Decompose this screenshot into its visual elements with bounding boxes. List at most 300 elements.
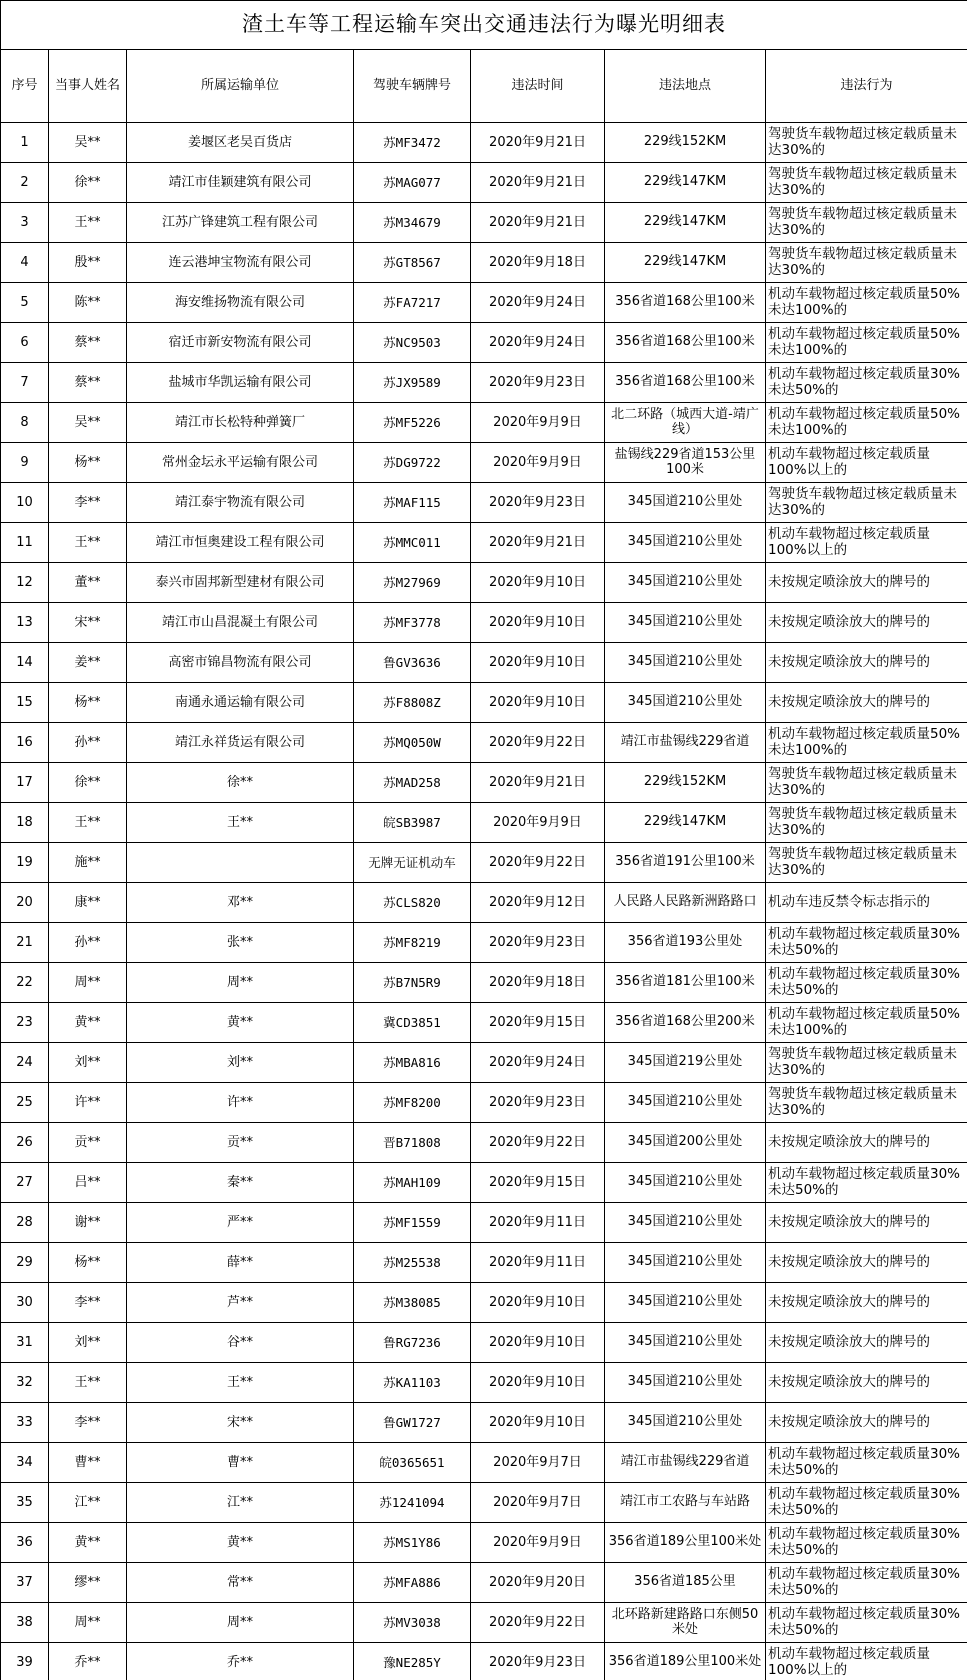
col-party-name-header: 当事人姓名: [49, 50, 127, 123]
col-party-name-cell[interactable]: 吴**: [49, 403, 127, 443]
table-row: [1, 763, 967, 803]
col-index-cell[interactable]: 28: [1, 1203, 49, 1243]
col-plate-cell[interactable]: 苏MAG077: [354, 163, 471, 203]
col-violation-cell[interactable]: 未按规定喷涂放大的牌号的: [766, 1403, 967, 1443]
col-time-cell[interactable]: 2020年9月10日: [471, 603, 605, 643]
col-time-cell[interactable]: 2020年9月9日: [471, 403, 605, 443]
col-company-cell[interactable]: 徐**: [127, 763, 354, 803]
col-violation-cell[interactable]: 驾驶货车载物超过核定载质量未达30%的: [766, 243, 967, 283]
col-plate-cell[interactable]: 苏JX9589: [354, 363, 471, 403]
col-location-cell[interactable]: 盐锡线229省道153公里100米: [605, 443, 766, 483]
col-index-cell[interactable]: 12: [1, 563, 49, 603]
col-plate-cell[interactable]: 苏KA1103: [354, 1363, 471, 1403]
col-location-cell[interactable]: 345国道210公里处: [605, 1403, 766, 1443]
col-location-cell[interactable]: 356省道181公里100米: [605, 963, 766, 1003]
col-company-cell[interactable]: 秦**: [127, 1163, 354, 1203]
table-row: [1, 923, 967, 963]
col-location-cell[interactable]: 356省道189公里100米处: [605, 1523, 766, 1563]
col-time-cell[interactable]: 2020年9月21日: [471, 123, 605, 163]
col-company-cell[interactable]: 靖江泰宇物流有限公司: [127, 483, 354, 523]
col-time-cell[interactable]: 2020年9月23日: [471, 483, 605, 523]
col-plate-cell[interactable]: 苏MF3778: [354, 603, 471, 643]
col-company-cell[interactable]: 泰兴市固邦新型建材有限公司: [127, 563, 354, 603]
col-company-cell[interactable]: 姜堰区老吴百货店: [127, 123, 354, 163]
col-index-cell[interactable]: 29: [1, 1243, 49, 1283]
col-violation-cell[interactable]: 未按规定喷涂放大的牌号的: [766, 1203, 967, 1243]
col-index-cell[interactable]: 20: [1, 883, 49, 923]
col-location-cell[interactable]: 356省道193公里处: [605, 923, 766, 963]
col-company-cell[interactable]: 江**: [127, 1483, 354, 1523]
col-plate-cell[interactable]: 苏CLS820: [354, 883, 471, 923]
col-time-cell[interactable]: 2020年9月9日: [471, 443, 605, 483]
col-time-cell[interactable]: 2020年9月21日: [471, 163, 605, 203]
col-company-cell[interactable]: 高密市锦昌物流有限公司: [127, 643, 354, 683]
col-company-cell[interactable]: 靖江永祥货运有限公司: [127, 723, 354, 763]
col-violation-cell[interactable]: 未按规定喷涂放大的牌号的: [766, 1363, 967, 1403]
col-location-cell[interactable]: 229线147KM: [605, 243, 766, 283]
col-company-cell[interactable]: 连云港坤宝物流有限公司: [127, 243, 354, 283]
col-location-cell[interactable]: 靖江市盐锡线229省道: [605, 1443, 766, 1483]
col-party-name-cell[interactable]: 黄**: [49, 1003, 127, 1043]
col-index-cell[interactable]: 33: [1, 1403, 49, 1443]
col-time-cell[interactable]: 2020年9月9日: [471, 1523, 605, 1563]
col-company-cell[interactable]: 黄**: [127, 1003, 354, 1043]
col-index-cell[interactable]: 6: [1, 323, 49, 363]
col-time-cell[interactable]: 2020年9月24日: [471, 1043, 605, 1083]
col-index-cell[interactable]: 14: [1, 643, 49, 683]
col-time-cell[interactable]: 2020年9月10日: [471, 683, 605, 723]
col-location-cell[interactable]: 345国道210公里处: [605, 1363, 766, 1403]
table-row: [1, 443, 967, 483]
col-plate-cell[interactable]: 苏MFA886: [354, 1563, 471, 1603]
col-company-cell[interactable]: 刘**: [127, 1043, 354, 1083]
col-company-cell[interactable]: 江苏广锋建筑工程有限公司: [127, 203, 354, 243]
col-plate-cell[interactable]: 苏B7N5R9: [354, 963, 471, 1003]
col-party-name-cell[interactable]: 吴**: [49, 123, 127, 163]
col-location-cell[interactable]: 北二环路（城西大道-靖广线）: [605, 403, 766, 443]
col-party-name-cell[interactable]: 孙**: [49, 923, 127, 963]
col-company-cell[interactable]: 王**: [127, 803, 354, 843]
col-index-cell[interactable]: 36: [1, 1523, 49, 1563]
col-plate-cell[interactable]: 皖0365651: [354, 1443, 471, 1483]
col-time-header: 违法时间: [471, 50, 605, 123]
col-company-cell[interactable]: 乔**: [127, 1643, 354, 1680]
col-plate-cell[interactable]: 苏MAF115: [354, 483, 471, 523]
col-index-cell[interactable]: 22: [1, 963, 49, 1003]
col-party-name-cell[interactable]: 周**: [49, 963, 127, 1003]
col-violation-cell[interactable]: 未按规定喷涂放大的牌号的: [766, 563, 967, 603]
col-index-cell[interactable]: 9: [1, 443, 49, 483]
col-location-cell[interactable]: 356省道191公里100米: [605, 843, 766, 883]
col-company-cell[interactable]: 盐城市华凯运输有限公司: [127, 363, 354, 403]
col-plate-cell[interactable]: 苏MF3472: [354, 123, 471, 163]
col-party-name-cell[interactable]: 刘**: [49, 1323, 127, 1363]
col-index-cell[interactable]: 32: [1, 1363, 49, 1403]
col-party-name-cell[interactable]: 王**: [49, 1363, 127, 1403]
col-location-cell[interactable]: 356省道168公里100米: [605, 363, 766, 403]
col-index-cell[interactable]: 23: [1, 1003, 49, 1043]
col-index-cell[interactable]: 4: [1, 243, 49, 283]
col-party-name-cell[interactable]: 王**: [49, 803, 127, 843]
table-row: [1, 1163, 967, 1203]
col-location-cell[interactable]: 靖江市工农路与车站路: [605, 1483, 766, 1523]
col-plate-cell[interactable]: 鲁GV3636: [354, 643, 471, 683]
col-party-name-cell[interactable]: 曹**: [49, 1443, 127, 1483]
col-location-cell[interactable]: 345国道210公里处: [605, 1323, 766, 1363]
col-time-cell[interactable]: 2020年9月22日: [471, 1123, 605, 1163]
col-plate-cell[interactable]: 苏MF1559: [354, 1203, 471, 1243]
col-plate-cell[interactable]: 苏GT8567: [354, 243, 471, 283]
col-location-cell[interactable]: 229线147KM: [605, 803, 766, 843]
col-party-name-cell[interactable]: 李**: [49, 1403, 127, 1443]
col-location-cell[interactable]: 356省道189公里100米处: [605, 1643, 766, 1680]
col-violation-cell[interactable]: 机动车载物超过核定载质量50%未达100%的: [766, 283, 967, 323]
table-row: [1, 803, 967, 843]
col-time-cell[interactable]: 2020年9月11日: [471, 1203, 605, 1243]
col-violation-cell[interactable]: 驾驶货车载物超过核定载质量未达30%的: [766, 1083, 967, 1123]
col-company-cell[interactable]: 海安维扬物流有限公司: [127, 283, 354, 323]
col-index-cell[interactable]: 7: [1, 363, 49, 403]
col-party-name-cell[interactable]: 谢**: [49, 1203, 127, 1243]
col-company-cell[interactable]: 张**: [127, 923, 354, 963]
col-company-cell[interactable]: 周**: [127, 963, 354, 1003]
col-location-cell[interactable]: 356省道168公里200米: [605, 1003, 766, 1043]
col-party-name-cell[interactable]: 施**: [49, 843, 127, 883]
col-plate-cell[interactable]: 晋B71808: [354, 1123, 471, 1163]
col-index-cell[interactable]: 10: [1, 483, 49, 523]
col-violation-cell[interactable]: 机动车载物超过核定载质量50%未达100%的: [766, 323, 967, 363]
col-time-cell[interactable]: 2020年9月7日: [471, 1483, 605, 1523]
col-party-name-cell[interactable]: 乔**: [49, 1643, 127, 1680]
col-index-cell[interactable]: 39: [1, 1643, 49, 1680]
col-location-cell[interactable]: 229线147KM: [605, 163, 766, 203]
col-time-cell[interactable]: 2020年9月23日: [471, 363, 605, 403]
col-time-cell[interactable]: 2020年9月10日: [471, 1403, 605, 1443]
col-plate-header: 驾驶车辆牌号: [354, 50, 471, 123]
col-party-name-cell[interactable]: 许**: [49, 1083, 127, 1123]
col-company-cell[interactable]: 许**: [127, 1083, 354, 1123]
table-row: [1, 1203, 967, 1243]
table-row: [1, 403, 967, 443]
col-party-name-cell[interactable]: 康**: [49, 883, 127, 923]
col-party-name-cell[interactable]: 殷**: [49, 243, 127, 283]
table-row: [1, 1403, 967, 1443]
col-plate-cell[interactable]: 苏MAD258: [354, 763, 471, 803]
col-violation-cell[interactable]: 机动车载物超过核定载质量30%未达50%的: [766, 1523, 967, 1563]
col-location-cell[interactable]: 345国道210公里处: [605, 483, 766, 523]
col-party-name-cell[interactable]: 刘**: [49, 1043, 127, 1083]
col-violation-cell[interactable]: 机动车载物超过核定载质量100%以上的: [766, 523, 967, 563]
col-company-cell[interactable]: [127, 843, 354, 883]
col-party-name-cell[interactable]: 杨**: [49, 443, 127, 483]
col-party-name-cell[interactable]: 贡**: [49, 1123, 127, 1163]
table-row: [1, 483, 967, 523]
col-party-name-cell[interactable]: 孙**: [49, 723, 127, 763]
col-violation-cell[interactable]: 机动车载物超过核定载质量30%未达50%的: [766, 1483, 967, 1523]
col-time-cell[interactable]: 2020年9月10日: [471, 643, 605, 683]
col-index-cell[interactable]: 18: [1, 803, 49, 843]
col-location-cell[interactable]: 356省道185公里: [605, 1563, 766, 1603]
col-location-cell[interactable]: 人民路人民路新洲路路口: [605, 883, 766, 923]
col-plate-cell[interactable]: 苏MMC011: [354, 523, 471, 563]
col-violation-cell[interactable]: 机动车载物超过核定载质量100%以上的: [766, 1643, 967, 1680]
col-time-cell[interactable]: 2020年9月21日: [471, 763, 605, 803]
col-plate-cell[interactable]: 苏MF8200: [354, 1083, 471, 1123]
col-location-cell[interactable]: 345国道210公里处: [605, 643, 766, 683]
col-plate-cell[interactable]: 皖SB3987: [354, 803, 471, 843]
table-row: [1, 1283, 967, 1323]
col-violation-header: 违法行为: [766, 50, 967, 123]
col-plate-cell[interactable]: 苏MAH109: [354, 1163, 471, 1203]
table-row: [1, 1123, 967, 1163]
col-party-name-cell[interactable]: 李**: [49, 483, 127, 523]
col-party-name-cell[interactable]: 蔡**: [49, 363, 127, 403]
col-party-name-cell[interactable]: 杨**: [49, 683, 127, 723]
table-row: [1, 1483, 967, 1523]
col-location-cell[interactable]: 345国道210公里处: [605, 683, 766, 723]
col-violation-cell[interactable]: 机动车载物超过核定载质量50%未达100%的: [766, 403, 967, 443]
col-company-cell[interactable]: 谷**: [127, 1323, 354, 1363]
col-violation-cell[interactable]: 驾驶货车载物超过核定载质量未达30%的: [766, 123, 967, 163]
col-time-cell[interactable]: 2020年9月12日: [471, 883, 605, 923]
col-violation-cell[interactable]: 驾驶货车载物超过核定载质量未达30%的: [766, 763, 967, 803]
col-time-cell[interactable]: 2020年9月15日: [471, 1163, 605, 1203]
col-violation-cell[interactable]: 驾驶货车载物超过核定载质量未达30%的: [766, 483, 967, 523]
col-company-cell[interactable]: 靖江市佳颖建筑有限公司: [127, 163, 354, 203]
col-location-cell[interactable]: 345国道219公里处: [605, 1043, 766, 1083]
col-plate-cell[interactable]: 鲁RG7236: [354, 1323, 471, 1363]
col-party-name-cell[interactable]: 董**: [49, 563, 127, 603]
col-party-name-cell[interactable]: 吕**: [49, 1163, 127, 1203]
col-violation-cell[interactable]: 未按规定喷涂放大的牌号的: [766, 1243, 967, 1283]
col-violation-cell[interactable]: 未按规定喷涂放大的牌号的: [766, 1283, 967, 1323]
table-row: [1, 243, 967, 283]
col-index-cell[interactable]: 35: [1, 1483, 49, 1523]
col-time-cell[interactable]: 2020年9月10日: [471, 563, 605, 603]
col-location-cell[interactable]: 229线152KM: [605, 123, 766, 163]
col-company-cell[interactable]: 常**: [127, 1563, 354, 1603]
col-time-cell[interactable]: 2020年9月11日: [471, 1243, 605, 1283]
col-plate-cell[interactable]: 苏MBA816: [354, 1043, 471, 1083]
col-company-cell[interactable]: 王**: [127, 1363, 354, 1403]
col-location-cell[interactable]: 229线147KM: [605, 203, 766, 243]
col-company-cell[interactable]: 芦**: [127, 1283, 354, 1323]
table-row: [1, 603, 967, 643]
col-plate-cell[interactable]: 冀CD3851: [354, 1003, 471, 1043]
col-company-cell[interactable]: 宋**: [127, 1403, 354, 1443]
col-violation-cell[interactable]: 驾驶货车载物超过核定载质量未达30%的: [766, 203, 967, 243]
col-violation-cell[interactable]: 机动车载物超过核定载质量30%未达50%的: [766, 1603, 967, 1643]
col-location-cell[interactable]: 345国道210公里处: [605, 1083, 766, 1123]
col-company-cell[interactable]: 薛**: [127, 1243, 354, 1283]
col-time-cell[interactable]: 2020年9月9日: [471, 803, 605, 843]
col-index-cell[interactable]: 37: [1, 1563, 49, 1603]
col-time-cell[interactable]: 2020年9月10日: [471, 1323, 605, 1363]
col-party-name-cell[interactable]: 蔡**: [49, 323, 127, 363]
col-time-cell[interactable]: 2020年9月18日: [471, 963, 605, 1003]
col-party-name-cell[interactable]: 王**: [49, 523, 127, 563]
col-location-cell[interactable]: 345国道210公里处: [605, 1283, 766, 1323]
col-index-cell[interactable]: 34: [1, 1443, 49, 1483]
col-company-cell[interactable]: 靖江市长松特种弹簧厂: [127, 403, 354, 443]
col-index-cell[interactable]: 19: [1, 843, 49, 883]
col-index-cell[interactable]: 17: [1, 763, 49, 803]
col-index-cell[interactable]: 13: [1, 603, 49, 643]
col-location-cell[interactable]: 345国道210公里处: [605, 1203, 766, 1243]
col-plate-cell[interactable]: 苏NC9503: [354, 323, 471, 363]
col-plate-cell[interactable]: 苏FA7217: [354, 283, 471, 323]
col-index-cell[interactable]: 24: [1, 1043, 49, 1083]
col-plate-cell[interactable]: 苏MF5226: [354, 403, 471, 443]
col-party-name-cell[interactable]: 姜**: [49, 643, 127, 683]
col-plate-cell[interactable]: 苏M27969: [354, 563, 471, 603]
col-time-cell[interactable]: 2020年9月18日: [471, 243, 605, 283]
col-violation-cell[interactable]: 机动车载物超过核定载质量30%未达50%的: [766, 963, 967, 1003]
col-index-cell[interactable]: 25: [1, 1083, 49, 1123]
col-violation-cell[interactable]: 驾驶货车载物超过核定载质量未达30%的: [766, 1043, 967, 1083]
col-plate-cell[interactable]: 豫NE285Y: [354, 1643, 471, 1680]
table-row: [1, 323, 967, 363]
col-plate-cell[interactable]: 鲁GW1727: [354, 1403, 471, 1443]
col-violation-cell[interactable]: 未按规定喷涂放大的牌号的: [766, 643, 967, 683]
table-row: [1, 123, 967, 163]
table-row: [1, 1323, 967, 1363]
col-company-cell[interactable]: 靖江市山昌混凝土有限公司: [127, 603, 354, 643]
col-party-name-cell[interactable]: 江**: [49, 1483, 127, 1523]
table-row: [1, 563, 967, 603]
col-time-cell[interactable]: 2020年9月23日: [471, 1083, 605, 1123]
col-index-cell[interactable]: 26: [1, 1123, 49, 1163]
col-violation-cell[interactable]: 未按规定喷涂放大的牌号的: [766, 683, 967, 723]
col-index-cell[interactable]: 5: [1, 283, 49, 323]
col-location-cell[interactable]: 北环路新建路路口东侧50米处: [605, 1603, 766, 1643]
col-plate-cell[interactable]: 苏M38085: [354, 1283, 471, 1323]
col-company-cell[interactable]: 宿迁市新安物流有限公司: [127, 323, 354, 363]
col-time-cell[interactable]: 2020年9月21日: [471, 203, 605, 243]
col-violation-cell[interactable]: 机动车载物超过核定载质量30%未达50%的: [766, 923, 967, 963]
col-location-cell[interactable]: 345国道210公里处: [605, 1163, 766, 1203]
col-company-cell[interactable]: 贡**: [127, 1123, 354, 1163]
col-violation-cell[interactable]: 机动车载物超过核定载质量30%未达50%的: [766, 1443, 967, 1483]
table-row: [1, 163, 967, 203]
col-index-cell[interactable]: 1: [1, 123, 49, 163]
col-location-cell[interactable]: 345国道210公里处: [605, 523, 766, 563]
table-row: [1, 1243, 967, 1283]
col-time-cell[interactable]: 2020年9月10日: [471, 1283, 605, 1323]
col-location-cell[interactable]: 229线152KM: [605, 763, 766, 803]
table-row: [1, 683, 967, 723]
col-time-cell[interactable]: 2020年9月23日: [471, 923, 605, 963]
col-location-cell[interactable]: 356省道168公里100米: [605, 283, 766, 323]
col-party-name-cell[interactable]: 王**: [49, 203, 127, 243]
col-party-name-cell[interactable]: 黄**: [49, 1523, 127, 1563]
col-plate-cell[interactable]: 苏MQ050W: [354, 723, 471, 763]
col-violation-cell[interactable]: 机动车载物超过核定载质量50%未达100%的: [766, 723, 967, 763]
col-party-name-cell[interactable]: 陈**: [49, 283, 127, 323]
col-plate-cell[interactable]: 苏MV3038: [354, 1603, 471, 1643]
col-time-cell[interactable]: 2020年9月22日: [471, 1603, 605, 1643]
col-time-cell[interactable]: 2020年9月22日: [471, 843, 605, 883]
col-time-cell[interactable]: 2020年9月15日: [471, 1003, 605, 1043]
col-company-cell[interactable]: 常州金坛永平运输有限公司: [127, 443, 354, 483]
col-company-cell[interactable]: 曹**: [127, 1443, 354, 1483]
col-index-cell[interactable]: 30: [1, 1283, 49, 1323]
col-index-cell[interactable]: 2: [1, 163, 49, 203]
col-company-cell[interactable]: 黄**: [127, 1523, 354, 1563]
col-plate-cell[interactable]: 苏1241094: [354, 1483, 471, 1523]
col-index-cell[interactable]: 38: [1, 1603, 49, 1643]
col-time-cell[interactable]: 2020年9月24日: [471, 323, 605, 363]
col-time-cell[interactable]: 2020年9月24日: [471, 283, 605, 323]
col-violation-cell[interactable]: 机动车违反禁令标志指示的: [766, 883, 967, 923]
col-index-cell[interactable]: 27: [1, 1163, 49, 1203]
col-time-cell[interactable]: 2020年9月10日: [471, 1363, 605, 1403]
col-company-cell[interactable]: 靖江市恒奥建设工程有限公司: [127, 523, 354, 563]
col-index-cell[interactable]: 21: [1, 923, 49, 963]
col-location-cell[interactable]: 345国道200公里处: [605, 1123, 766, 1163]
col-plate-cell[interactable]: 苏MF8219: [354, 923, 471, 963]
col-company-cell[interactable]: 周**: [127, 1603, 354, 1643]
col-party-name-cell[interactable]: 周**: [49, 1603, 127, 1643]
col-company-cell[interactable]: 邓**: [127, 883, 354, 923]
col-index-cell[interactable]: 15: [1, 683, 49, 723]
col-plate-cell[interactable]: 苏M25538: [354, 1243, 471, 1283]
col-party-name-cell[interactable]: 宋**: [49, 603, 127, 643]
col-index-cell[interactable]: 11: [1, 523, 49, 563]
col-index-cell[interactable]: 3: [1, 203, 49, 243]
col-time-cell[interactable]: 2020年9月7日: [471, 1443, 605, 1483]
col-violation-cell[interactable]: 未按规定喷涂放大的牌号的: [766, 603, 967, 643]
col-plate-cell[interactable]: 苏M34679: [354, 203, 471, 243]
col-violation-cell[interactable]: 机动车载物超过核定载质量30%未达50%的: [766, 1163, 967, 1203]
col-location-cell[interactable]: 356省道168公里100米: [605, 323, 766, 363]
table-title: 渣土车等工程运输车突出交通违法行为曝光明细表: [1, 1, 967, 50]
col-plate-cell[interactable]: 苏F8808Z: [354, 683, 471, 723]
col-location-cell[interactable]: 345国道210公里处: [605, 563, 766, 603]
col-time-cell[interactable]: 2020年9月22日: [471, 723, 605, 763]
col-violation-cell[interactable]: 驾驶货车载物超过核定载质量未达30%的: [766, 843, 967, 883]
col-party-name-cell[interactable]: 徐**: [49, 763, 127, 803]
col-index-cell[interactable]: 31: [1, 1323, 49, 1363]
col-index-cell[interactable]: 8: [1, 403, 49, 443]
col-plate-cell[interactable]: 苏DG9722: [354, 443, 471, 483]
col-time-cell[interactable]: 2020年9月20日: [471, 1563, 605, 1603]
col-party-name-cell[interactable]: 徐**: [49, 163, 127, 203]
col-party-name-cell[interactable]: 缪**: [49, 1563, 127, 1603]
col-index-cell[interactable]: 16: [1, 723, 49, 763]
col-company-cell[interactable]: 南通永通运输有限公司: [127, 683, 354, 723]
col-plate-cell[interactable]: 苏MS1Y86: [354, 1523, 471, 1563]
col-plate-cell[interactable]: 无牌无证机动车: [354, 843, 471, 883]
col-location-cell[interactable]: 靖江市盐锡线229省道: [605, 723, 766, 763]
col-violation-cell[interactable]: 机动车载物超过核定载质量50%未达100%的: [766, 1003, 967, 1043]
col-violation-cell[interactable]: 机动车载物超过核定载质量30%未达50%的: [766, 363, 967, 403]
col-time-cell[interactable]: 2020年9月21日: [471, 523, 605, 563]
col-location-cell[interactable]: 345国道210公里处: [605, 1243, 766, 1283]
col-time-cell[interactable]: 2020年9月23日: [471, 1643, 605, 1680]
col-party-name-cell[interactable]: 杨**: [49, 1243, 127, 1283]
col-company-cell[interactable]: 严**: [127, 1203, 354, 1243]
col-violation-cell[interactable]: 驾驶货车载物超过核定载质量未达30%的: [766, 803, 967, 843]
col-violation-cell[interactable]: 驾驶货车载物超过核定载质量未达30%的: [766, 163, 967, 203]
col-violation-cell[interactable]: 机动车载物超过核定载质量30%未达50%的: [766, 1563, 967, 1603]
col-violation-cell[interactable]: 未按规定喷涂放大的牌号的: [766, 1323, 967, 1363]
col-location-cell[interactable]: 345国道210公里处: [605, 603, 766, 643]
col-violation-cell[interactable]: 机动车载物超过核定载质量100%以上的: [766, 443, 967, 483]
header-row: [1, 50, 967, 123]
col-party-name-cell[interactable]: 李**: [49, 1283, 127, 1323]
col-violation-cell[interactable]: 未按规定喷涂放大的牌号的: [766, 1123, 967, 1163]
